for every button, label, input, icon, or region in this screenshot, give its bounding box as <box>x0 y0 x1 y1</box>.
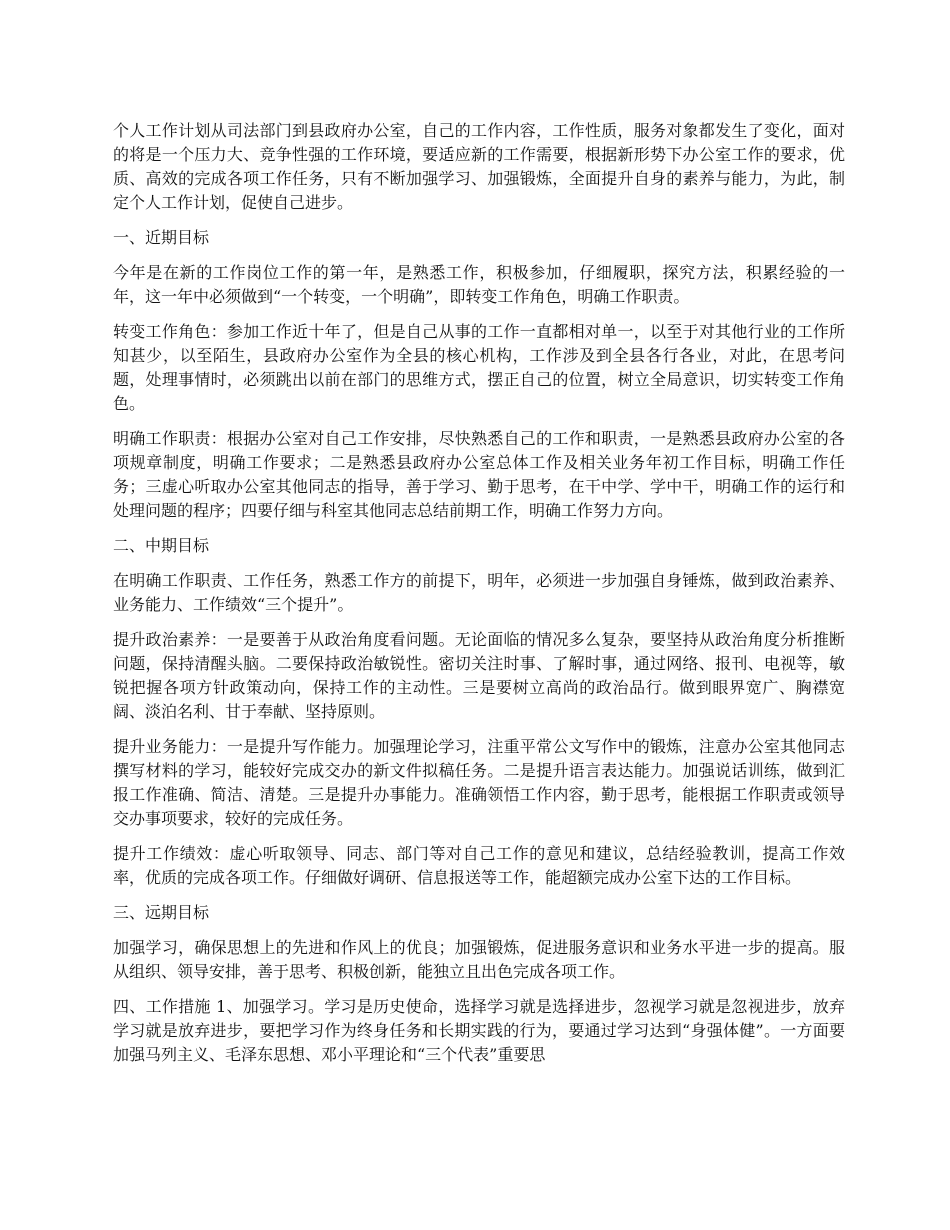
paragraph-long-term-overview: 加强学习，确保思想上的先进和作风上的优良；加强锻炼，促进服务意识和业务水平进一步的提高。服从组织、领导安排，善于思考、积极创新，能独立且出色完成各项工作。 <box>113 938 845 981</box>
paragraph-work-measures: 四、工作措施 1、加强学习。学习是历史使命，选择学习就是选择进步，忽视学习就是忽视进步，放弃学习就是放弃进步，要把学习作为终身任务和长期实践的行为，要通过学习达到“身强体健”。一方面要加强马列主义、毛泽东思想、邓小平理论和“三个代表”重要思 <box>113 997 845 1064</box>
paragraph-work-performance: 提升工作绩效：虚心听取领导、同志、部门等对自己工作的意见和建议，总结经验教训，提高工作效率，优质的完成各项工作。仔细做好调研、信息报送等工作，能超额完成办公室下达的工作目标。 <box>113 844 845 887</box>
intro-paragraph: 个人工作计划从司法部门到县政府办公室，自己的工作内容，工作性质，服务对象都发生了变化，面对的将是一个压力大、竞争性强的工作环境，要适应新的工作需要，根据新形势下办公室工作的要求，优质、高效的完成各项工作任务，只有不断加强学习、加强锻炼，全面提升自身的素养与能力，为此，制定个人工作计划，促使自己进步。 <box>113 121 845 212</box>
document-body <box>113 119 845 1078</box>
paragraph-role-change: 转变工作角色：参加工作近十年了，但是自己从事的工作一直都相对单一，以至于对其他行业的工作所知甚少，以至陌生，县政府办公室作为全县的核心机构，工作涉及到全县各行各业，对此，在思考问题，处理事情时，必须跳出以前在部门的思维方式，摆正自己的位置，树立全局意识，切实转变工作角色。 <box>113 322 845 413</box>
section-heading-mid-term: 二、中期目标 <box>113 536 210 555</box>
paragraph-clarify-duties: 明确工作职责：根据办公室对自己工作安排，尽快熟悉自己的工作和职责，一是熟悉县政府办公室的各项规章制度，明确工作要求；二是熟悉县政府办公室总体工作及相关业务年初工作目标，明确工作任务；三虚心听取办公室其他同志的指导，善于学习、勤于思考，在干中学、学中干，明确工作的运行和处理问题的程序；四要仔细与科室其他同志总结前期工作，明确工作努力方向。 <box>113 429 845 520</box>
paragraph-short-term-overview: 今年是在新的工作岗位工作的第一年，是熟悉工作，积极参加，仔细履职，探究方法，积累经验的一年，这一年中必须做到“一个转变，一个明确”，即转变工作角色，明确工作职责。 <box>113 263 845 306</box>
section-heading-long-term: 三、远期目标 <box>113 903 210 922</box>
section-heading-short-term: 一、近期目标 <box>113 228 210 247</box>
paragraph-mid-term-overview: 在明确工作职责、工作任务，熟悉工作方的前提下，明年，必须进一步加强自身锤炼，做到政治素养、业务能力、工作绩效“三个提升”。 <box>113 571 845 614</box>
paragraph-business-ability: 提升业务能力：一是提升写作能力。加强理论学习，注重平常公文写作中的锻炼，注意办公室其他同志撰写材料的学习，能较好完成交办的新文件拟稿任务。二是提升语言表达能力。加强说话训练，做到汇报工作准确、简洁、清楚。三是提升办事能力。准确领悟工作内容，勤于思考，能根据工作职责或领导交办事项要求，较好的完成任务。 <box>113 737 845 828</box>
paragraph-political-quality: 提升政治素养：一是要善于从政治角度看问题。无论面临的情况多么复杂，要坚持从政治角度分析推断问题，保持清醒头脑。二要保持政治敏锐性。密切关注时事、了解时事，通过网络、报刊、电视等，敏锐把握各项方针政策动向，保持工作的主动性。三是要树立高尚的政治品行。做到眼界宽广、胸襟宽阔、淡泊名利、甘于奉献、坚持原则。 <box>113 630 845 721</box>
